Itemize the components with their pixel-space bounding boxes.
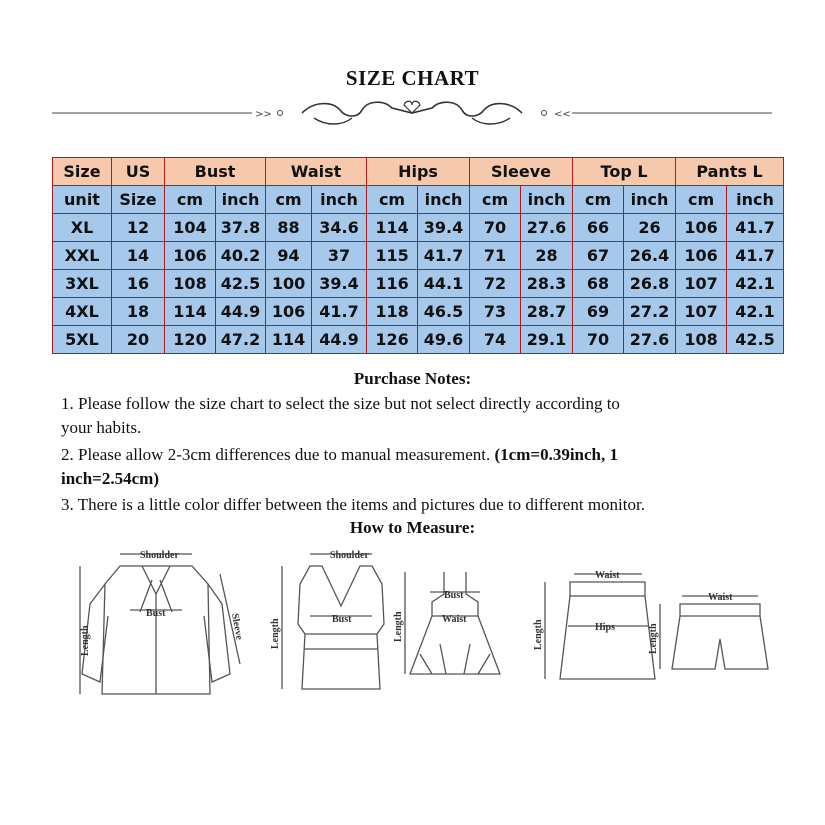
table-cell: 118 [367,298,418,326]
table-cell: 26.8 [624,270,676,298]
bust-label: Bust [332,614,352,625]
table-cell: 106 [676,214,727,242]
table-cell: 108 [676,326,727,354]
table-cell: 107 [676,298,727,326]
table-cell: 5XL [53,326,112,354]
length-label: Length [270,618,281,649]
table-cell: 69 [573,298,624,326]
length-label: Length [648,623,659,654]
table-cell: 114 [266,326,312,354]
table-row [53,270,784,298]
note-1 [61,392,781,440]
table-row [53,242,784,270]
table-cell: 106 [266,298,312,326]
unit-cell: inch [418,186,470,214]
how-to-measure-title: How to Measure: [349,518,476,537]
table-cell: 26 [624,214,676,242]
table-header-row [53,158,784,186]
table-cell: 20 [112,326,165,354]
note-3: 3. There is a little color differ between the items and pictures due to different monitor. [61,495,645,514]
header-cell: Waist [266,158,367,186]
waist-label: Waist [442,614,467,625]
table-cell: 14 [112,242,165,270]
table-row [53,298,784,326]
unit-cell: inch [624,186,676,214]
table-cell: 49.6 [418,326,470,354]
table-cell: 108 [165,270,216,298]
table-cell: 41.7 [418,242,470,270]
unit-cell: Size [112,186,165,214]
table-cell: 42.5 [727,326,784,354]
blouse-diagram [80,554,240,694]
table-cell: 39.4 [418,214,470,242]
table-cell: 42.1 [727,298,784,326]
unit-cell: unit [53,186,112,214]
header-cell: Pants L [676,158,784,186]
header-cell: Size [53,158,112,186]
hips-label: Hips [595,622,616,633]
waist-label: Waist [595,570,620,581]
table-cell: 27.6 [624,326,676,354]
table-cell: 116 [367,270,418,298]
table-cell: 41.7 [727,242,784,270]
table-cell: 27.2 [624,298,676,326]
table-cell: XXL [53,242,112,270]
table-cell: 115 [367,242,418,270]
table-cell: 114 [165,298,216,326]
table-cell: 44.9 [312,326,367,354]
table-cell: 34.6 [312,214,367,242]
table-cell: 67 [573,242,624,270]
table-cell: 16 [112,270,165,298]
table-cell: 37 [312,242,367,270]
table-cell: 3XL [53,270,112,298]
table-cell: 46.5 [418,298,470,326]
size-chart-table [52,157,784,354]
note-2 [61,443,781,491]
table-cell: 40.2 [216,242,266,270]
table-cell: 44.9 [216,298,266,326]
note-1-line-1: 1. Please follow the size chart to select the size but not select directly according to [61,394,620,413]
sleeve-label: Sleeve [229,612,245,641]
table-cell: 18 [112,298,165,326]
table-cell: 126 [367,326,418,354]
measurement-diagrams [60,544,780,719]
unit-cell: inch [521,186,573,214]
ornamental-divider [52,96,772,130]
table-cell: 39.4 [312,270,367,298]
table-cell: 66 [573,214,624,242]
table-cell: 73 [470,298,521,326]
table-cell: 44.1 [418,270,470,298]
table-cell: 107 [676,270,727,298]
table-cell: 28.3 [521,270,573,298]
table-cell: 94 [266,242,312,270]
note-1-line-2: your habits. [61,418,142,437]
table-cell: 120 [165,326,216,354]
unit-cell: cm [266,186,312,214]
bust-label: Bust [444,590,464,601]
length-label: Length [80,625,91,656]
header-cell: Top L [573,158,676,186]
table-cell: 72 [470,270,521,298]
table-cell: 37.8 [216,214,266,242]
table-cell: 41.7 [312,298,367,326]
unit-cell: inch [216,186,266,214]
table-unit-row [53,186,784,214]
header-cell: Bust [165,158,266,186]
note-2-conversion: (1cm=0.39inch, 1 [494,445,618,464]
svg-text:>>: >> [255,109,272,120]
table-cell: 70 [573,326,624,354]
table-cell: 28 [521,242,573,270]
waist-label: Waist [708,592,733,603]
table-row [53,326,784,354]
header-cell: Sleeve [470,158,573,186]
table-cell: 106 [676,242,727,270]
table-cell: 71 [470,242,521,270]
length-label: Length [393,611,404,642]
unit-cell: cm [165,186,216,214]
table-cell: 88 [266,214,312,242]
header-cell: US [112,158,165,186]
unit-cell: cm [367,186,418,214]
table-cell: 47.2 [216,326,266,354]
length-label: Length [533,619,544,650]
table-cell: 114 [367,214,418,242]
table-cell: 26.4 [624,242,676,270]
table-cell: 28.7 [521,298,573,326]
table-cell: 106 [165,242,216,270]
unit-cell: cm [470,186,521,214]
unit-cell: inch [727,186,784,214]
note-2-text: 2. Please allow 2-3cm differences due to manual measurement. [61,445,495,464]
shoulder-label: Shoulder [330,550,369,561]
table-cell: 74 [470,326,521,354]
unit-cell: cm [573,186,624,214]
unit-cell: inch [312,186,367,214]
header-cell: Hips [367,158,470,186]
table-cell: 100 [266,270,312,298]
table-cell: 29.1 [521,326,573,354]
shoulder-label: Shoulder [140,550,179,561]
svg-text:<<: << [554,109,571,120]
table-cell: 42.1 [727,270,784,298]
table-cell: 4XL [53,298,112,326]
unit-cell: cm [676,186,727,214]
table-row [53,214,784,242]
table-cell: XL [53,214,112,242]
shorts-diagram [660,596,768,669]
table-cell: 27.6 [521,214,573,242]
table-cell: 42.5 [216,270,266,298]
table-cell: 12 [112,214,165,242]
table-cell: 68 [573,270,624,298]
table-cell: 104 [165,214,216,242]
bust-label: Bust [146,608,166,619]
purchase-notes-title: Purchase Notes: [353,369,472,388]
table-cell: 70 [470,214,521,242]
page-title: SIZE CHART [345,66,480,90]
note-2-conversion-cont: inch=2.54cm) [61,469,159,488]
table-cell: 41.7 [727,214,784,242]
